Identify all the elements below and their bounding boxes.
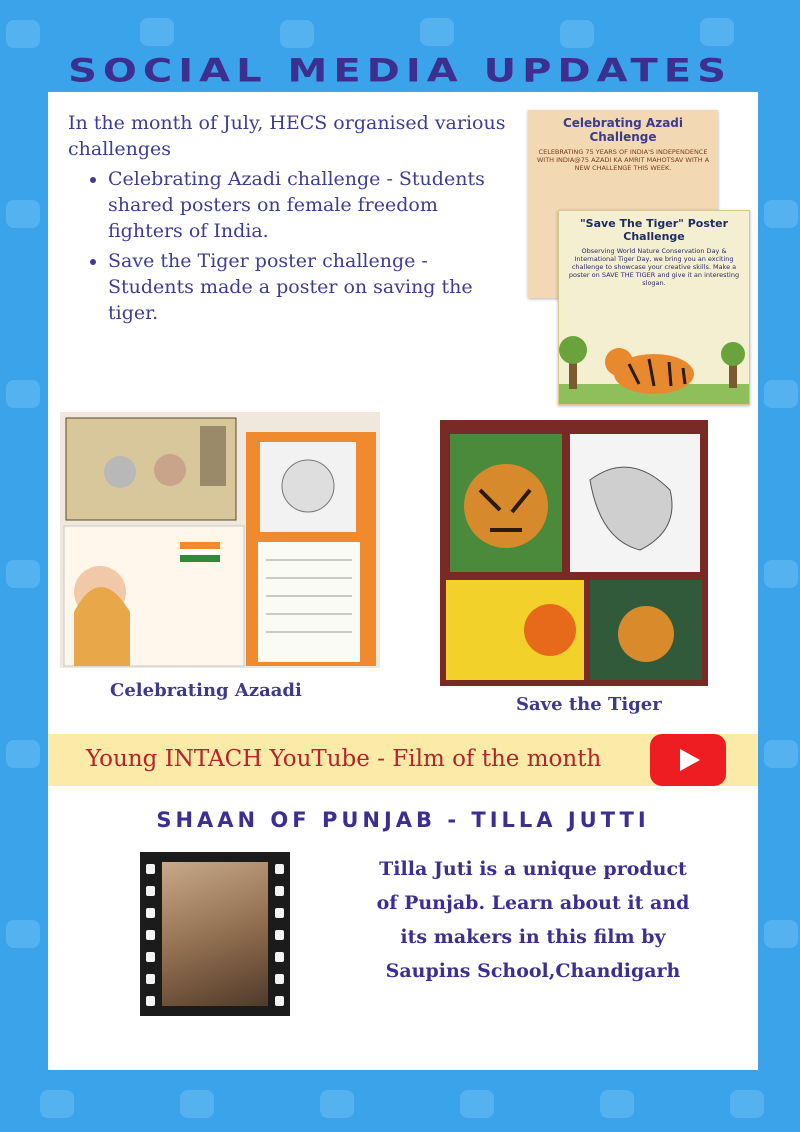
content-panel [48,92,758,1070]
banner-text: Young INTACH YouTube - Film of the month [86,746,602,772]
azaadi-artwork-collage [60,412,380,668]
intro-text: In the month of July, HECS organised various challenges [68,112,506,160]
tiger-caption: Save the Tiger [516,694,662,715]
tiger-artwork-image [440,420,708,686]
tiger-challenge-poster [558,210,750,405]
intro-section [68,110,508,330]
list-item: • Celebrating Azadi challenge - Students shared posters on female freedom fighters of India. [108,166,508,244]
poster-title: "Save The Tiger" Poster Challenge [579,217,729,243]
film-title: SHAAN OF PUNJAB - TILLA JUTTI [156,808,650,832]
youtube-play-icon[interactable] [650,734,726,786]
challenge-list [68,166,508,326]
youtube-banner [48,734,758,786]
poster-title: Celebrating Azadi Challenge [562,116,684,144]
list-item: • Save the Tiger poster challenge - Students made a poster on saving the tiger. [108,248,508,326]
poster-text: CELEBRATING 75 YEARS OF INDIA'S INDEPENDENCE WITH INDIA@75 AZADI KA AMRIT MAHOTSAV WITH A NEW CHALLENGE THIS WEEK. [536,148,710,172]
poster-text: Observing World Nature Conservation Day & International Tiger Day, we bring you an exciting challenge to showcase your creative skills. Make a poster on SAVE THE TIGER and give it an interesting slogan. [568,247,740,287]
film-thumbnail[interactable] [140,852,290,1016]
tiger-illustration [559,324,749,404]
tiger-artwork-collage [440,420,708,686]
film-description: Tilla Juti is a unique product of Punjab. Learn about it and its makers in this film by Saupins School,Chandigarh [376,858,690,982]
azaadi-caption: Celebrating Azaadi [110,680,302,701]
film-still-image [162,862,268,1006]
page-title: SOCIAL MEDIA UPDATES [68,52,732,90]
azaadi-artwork-image [60,412,380,668]
